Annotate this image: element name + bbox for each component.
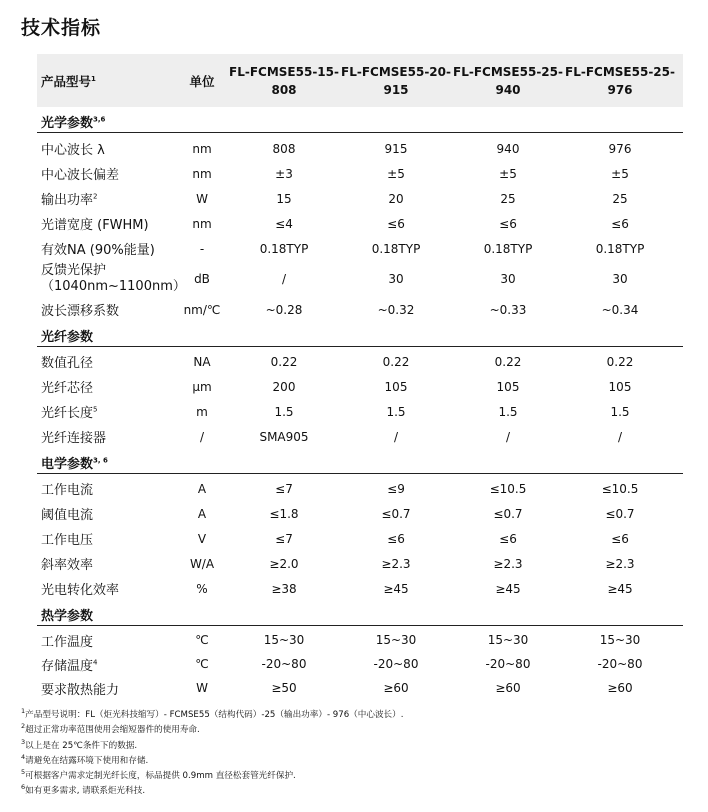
row-value: ≥2.3 [605,556,635,571]
row-unit: dB [194,272,210,286]
row-value: ~0.33 [489,302,527,317]
row-value: -20~80 [485,657,531,671]
header-unit-label: 单位 [189,73,215,89]
row-label: 中心波长偏差 [41,168,120,183]
row-label: 中心波长 λ [41,143,105,158]
row-label: 光纤长度$^5$ [41,405,98,421]
row-value: 0.18TYP [483,241,533,256]
row-value: 15 [276,191,292,206]
row-unit: NA [193,354,211,369]
row-value: 25 [500,191,516,206]
table-row [37,676,683,700]
row-unit: nm/℃ [183,302,221,317]
row-value: ±5 [611,166,629,181]
table-row [37,526,683,551]
row-label: 光纤芯径 [41,381,94,396]
row-value: 0.22 [494,354,522,369]
row-value: ~0.34 [601,302,639,317]
row-label: 光纤连接器 [41,431,107,446]
row-value: ≤10.5 [489,481,527,496]
footnote: $^5$可根据客户需求定制光纤长度，标品提供 0.9mm 直径松套管光纤保护. [21,768,296,782]
footnote: $^4$请避免在结露环境下使用和存储. [21,753,149,766]
row-value: ≤6 [611,216,629,231]
row-unit: - [199,241,205,256]
row-value: ≥45 [383,581,409,596]
table-row [37,652,683,676]
section-heading-fiber: 光纤参数 [37,329,683,347]
row-label: 要求散热能力 [41,682,120,698]
table-row [37,501,683,526]
table-row [37,236,683,261]
row-value: 0.18TYP [595,241,645,256]
table-header [37,54,683,107]
row-value: ~0.32 [377,302,415,317]
row-value: ≥45 [607,581,633,596]
header-model-3: FL-FCMSE55-25-940 [453,64,563,97]
page-title: 技术指标 [21,17,102,39]
table-row [37,297,683,322]
table-row [37,576,683,601]
row-value: ≤7 [275,531,293,546]
section-heading-thermal: 热学参数 [37,608,683,626]
row-value: 0.22 [270,354,298,369]
row-label: 输出功率$^2$ [41,192,98,208]
row-value: ≥45 [495,581,521,596]
row-label: 阈值电流 [41,508,94,523]
row-value: 808 [272,141,296,156]
row-unit: V [197,531,207,546]
row-value: ±5 [387,166,405,181]
footnotes [21,708,403,800]
row-value: 0.18TYP [371,241,421,256]
row-value: 0.22 [382,354,410,369]
row-value: ≥50 [271,681,297,695]
row-value: 25 [612,191,628,206]
row-value: ≥2.3 [381,556,411,571]
row-value: 105 [384,379,408,394]
row-unit: W [196,681,208,695]
table-row [37,161,683,186]
table-row [37,349,683,374]
row-value: SMA905 [259,429,309,444]
table-row [37,136,683,161]
row-value: ≥60 [383,681,409,695]
row-value: ≤9 [387,481,405,496]
row-unit: A [197,481,207,496]
row-value: ≤0.7 [493,506,523,521]
footnote: $^6$如有更多需求, 请联系炬光科技. [21,783,146,797]
header-model-1: FL-FCMSE55-15-808 [229,64,339,97]
row-label: 反馈光保护 （1040nm~1100nm） [41,263,186,294]
row-value: 1.5 [386,404,406,419]
row-value: ≤4 [275,216,293,231]
row-unit: A [197,506,207,521]
header-model-4: FL-FCMSE55-25-976 [565,64,675,97]
row-unit: nm [192,166,212,181]
table-row [37,424,683,449]
row-value: ±3 [275,166,293,181]
table-row [37,628,683,652]
row-label: 斜率效率 [41,558,94,573]
table-row [37,374,683,399]
section-heading-electrical: 电学参数$^{3, 6}$ [37,456,683,474]
row-unit: ℃ [195,633,209,647]
row-unit: nm [192,141,212,156]
row-value: ≤0.7 [381,506,411,521]
table-row [37,211,683,236]
row-value: 0.22 [606,354,634,369]
footnote: $^1$产品型号说明：FL（炬光科技缩写）- FCMSE55（结构代码）-25（输出功率）- 976（中心波长）. [21,707,404,720]
row-value: ±5 [499,166,517,181]
row-value: 976 [608,141,632,156]
row-unit: / [199,429,205,444]
table-row [37,476,683,501]
row-value: -20~80 [597,657,643,671]
row-value: 20 [388,191,404,206]
row-unit: μm [192,379,212,394]
row-value: 15~30 [487,633,529,647]
row-value: 105 [496,379,520,394]
row-value: 1.5 [274,404,294,419]
row-label: 数值孔径 [41,356,94,371]
row-value: 15~30 [263,633,305,647]
row-value: -20~80 [261,657,307,671]
row-value: ≥2.3 [493,556,523,571]
table-row [37,551,683,576]
row-value: / [617,429,623,444]
row-label: 工作温度 [41,634,94,650]
row-value: ≤7 [275,481,293,496]
spec-table [37,54,683,700]
row-label: 工作电流 [41,483,94,498]
row-value: ~0.28 [265,302,303,317]
row-value: ≥2.0 [269,556,299,571]
footnote: $^3$以上是在 25℃条件下的数据. [21,737,138,751]
row-label: 波长漂移系数 [41,304,120,319]
row-value: / [505,429,511,444]
row-unit: W/A [189,556,215,571]
row-unit: % [196,581,208,596]
row-value: ≥60 [495,681,521,695]
row-value: -20~80 [373,657,419,671]
table-row [37,261,683,297]
row-value: ≤6 [499,216,517,231]
row-unit: nm [192,216,212,231]
row-value: ≤6 [387,216,405,231]
row-value: ≤6 [611,531,629,546]
row-label: 存储温度$^4$ [41,658,98,674]
header-model-2: FL-FCMSE55-20-915 [341,64,451,97]
row-value: ≤10.5 [601,481,639,496]
row-unit: ℃ [195,657,209,671]
row-value: / [393,429,399,444]
row-label: 有效NA (90%能量) [41,243,155,258]
row-value: 915 [384,141,408,156]
row-unit: W [196,191,208,206]
row-value: 200 [272,379,296,394]
row-value: 1.5 [610,404,630,419]
row-value: 1.5 [498,404,518,419]
row-value: ≤6 [387,531,405,546]
row-label: 工作电压 [41,533,94,548]
row-value: 30 [500,272,516,286]
row-value: 30 [612,272,628,286]
row-value: 940 [496,141,520,156]
row-value: ≥60 [607,681,633,695]
table-row [37,399,683,424]
row-value: 105 [608,379,632,394]
footnote: $^2$超过正常功率范围使用会缩短器件的使用寿命. [21,722,200,736]
header-model-label: 产品型号$^1$ [41,73,96,89]
row-label: 光电转化效率 [41,583,120,598]
row-unit: m [196,404,208,419]
row-value: 15~30 [375,633,417,647]
row-value: ≥38 [271,581,297,596]
row-value: ≤1.8 [269,506,299,521]
row-label: 光谱宽度 (FWHM) [41,218,149,233]
table-row [37,186,683,211]
row-value: / [281,272,287,286]
row-value: ≤0.7 [605,506,635,521]
row-value: 15~30 [599,633,641,647]
row-value: ≤6 [499,531,517,546]
row-value: 0.18TYP [259,241,309,256]
row-value: 30 [388,272,404,286]
section-heading-optical: 光学参数$^{3,6}$ [37,115,683,133]
